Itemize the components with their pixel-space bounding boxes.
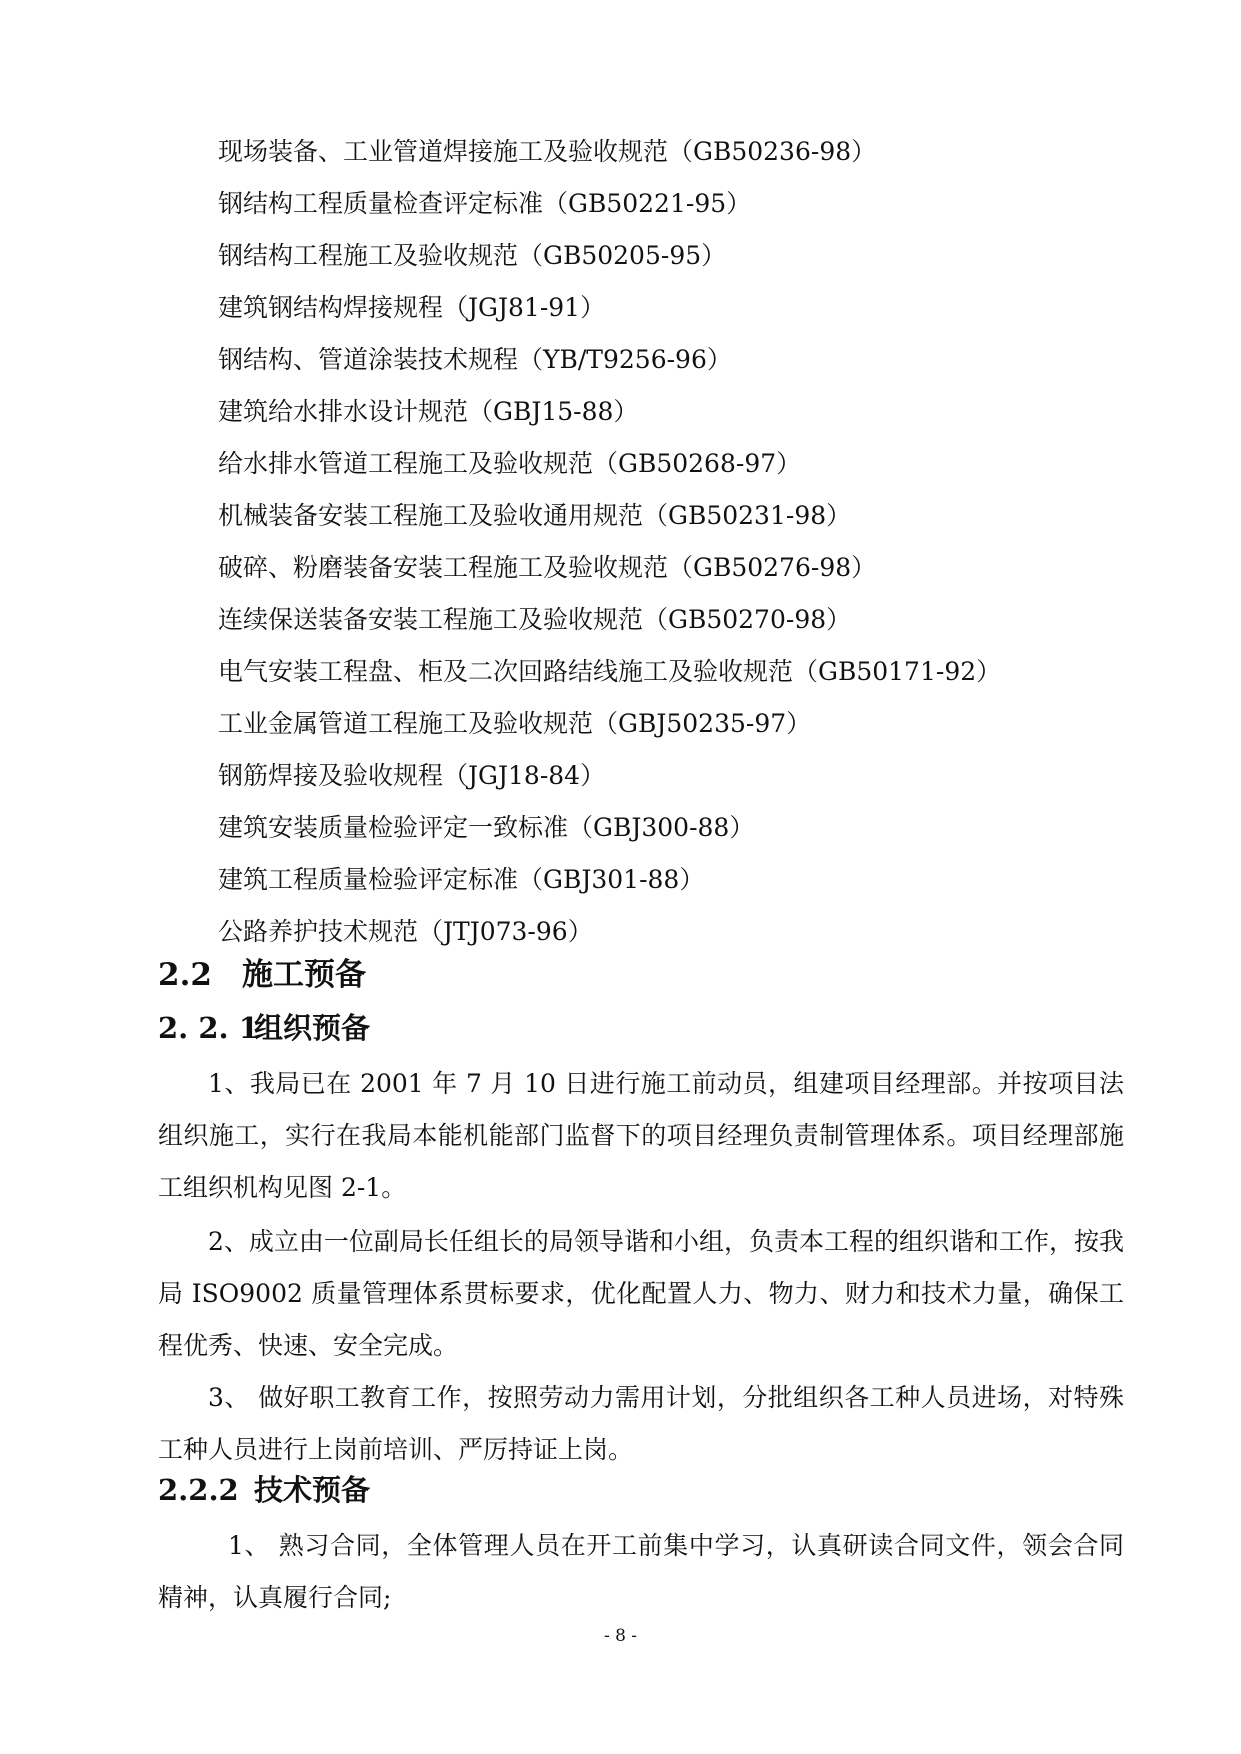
subsection-title: 组织预备 [254, 1011, 371, 1045]
section-number: 2.2 [158, 957, 212, 993]
paragraph-organization-1: 1、我局已在 2001 年 7 月 10 日进行施工前动员，组建项目经理部。并按项目法组织施工，实行在我局本能机能部门监督下的项目经理负责制管理体系。项目经理部施工组织机构见图 2-1。 [158, 1069, 1124, 1202]
paragraph-organization-3: 3、 做好职工教育工作，按照劳动力需用计划，分批组织各工种人员进场，对特殊工种人员进行上岗前培训、严厉持证上岗。 [158, 1383, 1124, 1464]
subsection-number: 2. 2. 1 [158, 1011, 259, 1045]
standard-item: 公路养护技术规范（JTJ073-96） [218, 917, 593, 946]
page-number: - 8 - [603, 1626, 638, 1646]
standard-item: 钢结构工程质量检查评定标准（GB50221-95） [218, 189, 752, 218]
subsection-heading-2-2-1 [158, 1008, 370, 1048]
standard-item: 机械装备安装工程施工及验收通用规范（GB50231-98） [218, 501, 852, 530]
subsection-title: 技术预备 [254, 1473, 371, 1507]
standards-list [218, 126, 1118, 958]
standard-item: 连续保送装备安装工程施工及验收规范（GB50270-98） [218, 605, 852, 634]
standard-item: 工业金属管道工程施工及验收规范（GBJ50235-97） [218, 709, 812, 738]
standard-item: 电气安装工程盘、柜及二次回路结线施工及验收规范（GB50171-92） [218, 657, 1002, 686]
standard-item: 建筑钢结构焊接规程（JGJ81-91） [218, 293, 606, 322]
standard-item: 钢筋焊接及验收规程（JGJ18-84） [218, 761, 606, 790]
standard-item: 钢结构、管道涂装技术规程（YB/T9256-96） [218, 345, 732, 374]
standard-item: 建筑安装质量检验评定一致标准（GBJ300-88） [218, 813, 755, 842]
subsection-heading-2-2-2 [158, 1470, 370, 1510]
section-heading-2-2 [158, 954, 366, 996]
standard-item: 破碎、粉磨装备安装工程施工及验收规范（GB50276-98） [218, 553, 877, 582]
standard-item: 钢结构工程施工及验收规范（GB50205-95） [218, 241, 727, 270]
standard-item: 建筑给水排水设计规范（GBJ15-88） [218, 397, 639, 426]
standard-item: 建筑工程质量检验评定标准（GBJ301-88） [218, 865, 705, 894]
standard-item: 给水排水管道工程施工及验收规范（GB50268-97） [218, 449, 802, 478]
paragraph-organization-2: 2、成立由一位副局长任组长的局领导谐和小组，负责本工程的组织谐和工作，按我局 ISO9002 质量管理体系贯标要求，优化配置人力、物力、财力和技术力量，确保工程优秀、快速、安全完成。 [158, 1227, 1124, 1360]
subsection-number: 2.2.2 [158, 1473, 239, 1507]
paragraph-technical-1: 1、 熟习合同，全体管理人员在开工前集中学习，认真研读合同文件，领会合同精神，认真履行合同; [158, 1531, 1124, 1612]
section-title: 施工预备 [242, 957, 366, 993]
standard-item: 现场装备、工业管道焊接施工及验收规范（GB50236-98） [218, 137, 877, 166]
